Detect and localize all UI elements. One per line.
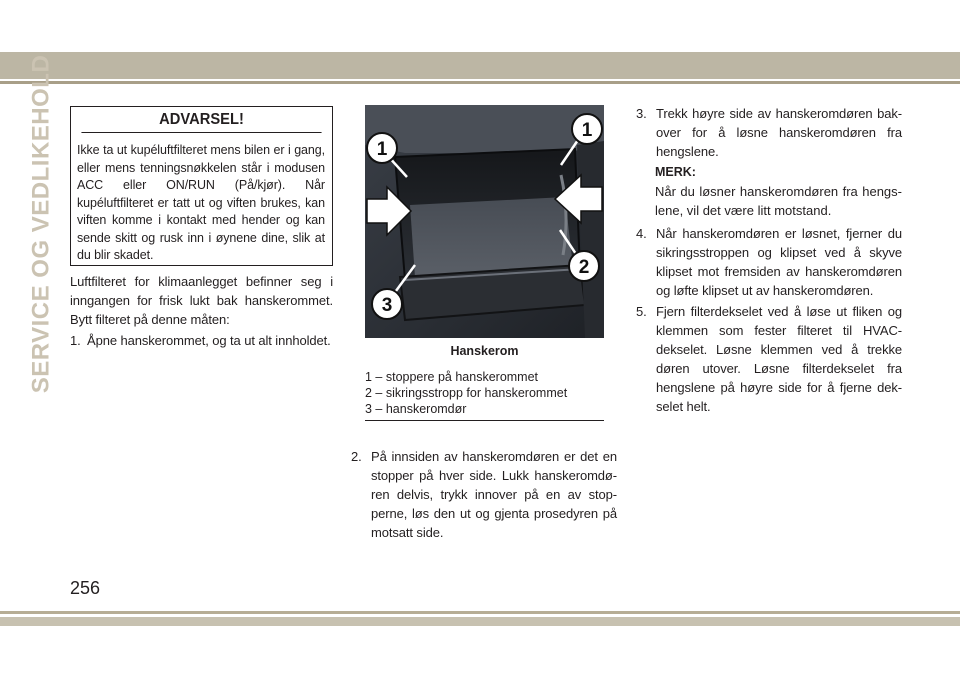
step-text: Åpne hanskerommet, og ta ut alt innholdet. [87,333,331,348]
callout-2 [569,251,599,281]
legend-item: 1 – stoppere på hanskerommet [365,370,539,384]
step-3 [636,104,902,161]
callout-3 [372,289,402,319]
warning-box [70,106,333,266]
step-text: Trekk høyre side av hanskeromdøren bak-over for å løsne hanskeromdøren fra hengslene. [656,106,902,159]
step-5 [636,302,902,416]
figure-legend [365,369,604,417]
callout-1-right [572,114,602,144]
legend-item: 3 – hanskeromdør [365,402,467,416]
legend-rule [365,420,604,421]
glovebox-photo [365,105,604,338]
figure-caption: Hanskerom [450,344,519,358]
dashboard-top [365,105,604,153]
note-title: MERK: [655,165,696,179]
step-text: Fjern filterdekselet ved å løse ut fliken og klemmen som fester filteret til HVAC-dekselet. Løsne klemmen ved å trekke døren utover. Løsne filterdekselet fra hengslene på høyre side for å fjerne dek-selet helt. [656,304,902,414]
step-number: 1. [70,333,81,348]
intro-paragraph: Luftfilteret for klimaanlegget befinner seg i inngangen for frisk lukt bak hanskerommet. Bytt filteret på denne måten: [70,274,333,327]
footer-band [0,617,960,626]
step-text: På innsiden av hanskeromdøren er det en stopper på hver side. Lukk hanskeromdø-ren delvis, trykk innover på en av stop-perne, løs den ut og gjenta prosedyren på motsatt side. [371,449,617,540]
header-rule [0,81,960,84]
step-1 [70,331,333,350]
legend-item: 2 – sikringsstropp for hanskerommet [365,386,568,400]
callout-1-left [367,133,397,163]
callout-label: 3 [381,295,393,316]
section-title-text: SERVICE OG VEDLIKEHOLD [27,54,55,394]
section-title [26,54,56,394]
step-2 [351,447,617,542]
note-text: Når du løsner hanskeromdøren fra hengs-lene, vil det være litt motstand. [655,184,902,218]
step-number: 4. [636,226,647,241]
step-number: 5. [636,304,647,319]
warning-text: Ikke ta ut kupéluftfilteret mens bilen er i gang, eller mens tenningsnøkkelen står i modusen ACC eller ON/RUN (På/kjør). Når kupéluftfilteret er tatt ut og viften brukes, kan viften komme i kontakt med hender og kan sende skitt og rusk inn i øynene dine, slik at du blir skadet. [77,143,325,262]
step-4 [636,224,902,300]
step-text: Når hanskeromdøren er løsnet, fjerner du sikringsstroppen og klipset ved å skyve klipset mot fremsiden av hanskeromdøren og løfte klipset ut av hanskeromdøren. [656,226,902,298]
step-number: 2. [351,449,362,464]
callout-label: 2 [578,257,590,278]
glovebox-illustration [365,105,604,338]
footer-rule [0,611,960,614]
header-band [0,52,960,79]
callout-label: 1 [376,139,388,160]
warning-title: ADVARSEL! [81,107,321,133]
glovebox-floor [410,197,573,277]
step-number: 3. [636,106,647,121]
page-number: 256 [70,578,101,598]
callout-label: 1 [581,120,593,141]
